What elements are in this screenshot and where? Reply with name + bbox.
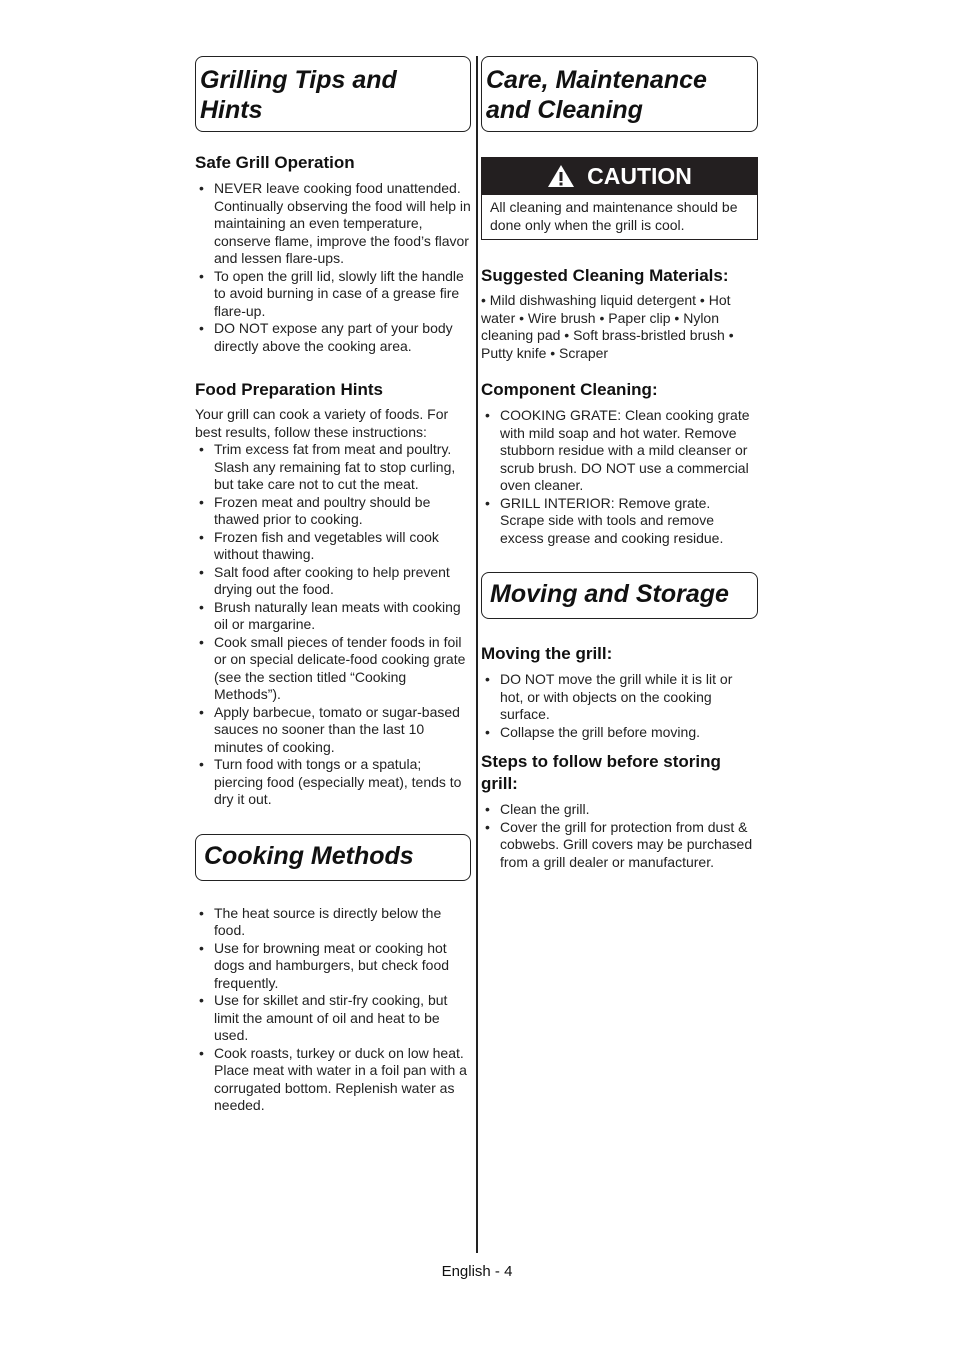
moving-grill-heading: Moving the grill: — [481, 644, 613, 663]
cooking-methods-list — [195, 905, 471, 1115]
list-item: • DO NOT move the grill while it is lit or hot, or with objects on the cooking surface. — [481, 671, 758, 724]
food-prep-intro: Your grill can cook a variety of foods. For best results, follow these instructions: — [195, 406, 449, 440]
page-number: English - 4 — [441, 1263, 513, 1280]
cleaning-materials-heading: Suggested Cleaning Materials: — [481, 266, 729, 285]
caution-label: CAUTION — [587, 162, 692, 189]
list-item: • Turn food with tongs or a spatula; piercing food (especially meat), tends to dry it out. — [195, 756, 471, 809]
right-column — [481, 56, 758, 871]
column-divider — [476, 56, 478, 1253]
component-cleaning-heading: Component Cleaning: — [481, 380, 658, 399]
list-item: • Collapse the grill before moving. — [481, 724, 758, 742]
safe-grill-list — [195, 180, 471, 355]
list-item: • GRILL INTERIOR: Remove grate. Scrape side with tools and remove excess grease and cooking residue. — [481, 495, 758, 548]
component-cleaning-list — [481, 407, 758, 547]
cooking-methods-title: Cooking Methods — [195, 834, 471, 881]
moving-grill-list — [481, 671, 758, 741]
storing-grill-list — [481, 801, 758, 871]
safe-grill-heading: Safe Grill Operation — [195, 153, 355, 172]
left-column — [195, 56, 471, 1115]
list-item: • Brush naturally lean meats with cooking oil or margarine. — [195, 599, 471, 634]
list-item: • The heat source is directly below the food. — [195, 905, 471, 940]
list-item: • DO NOT expose any part of your body directly above the cooking area. — [195, 320, 471, 355]
list-item: • Cook small pieces of tender foods in foil or on special delicate-food cooking grate (see the section titled “Cooking Methods”). — [195, 634, 471, 704]
list-item: • Frozen meat and poultry should be thawed prior to cooking. — [195, 494, 471, 529]
food-prep-heading: Food Preparation Hints — [195, 380, 383, 399]
caution-box — [481, 157, 758, 240]
list-item: • Use for browning meat or cooking hot dogs and hamburgers, but check food frequently. — [195, 940, 471, 993]
list-item: • NEVER leave cooking food unattended. Continually observing the food will help in maintaining an even temperature, conserve flame, improve the food’s flavor and lessen flare-ups. — [195, 180, 471, 268]
cleaning-materials-list: • Mild dishwashing liquid detergent • Hot water • Wire brush • Paper clip • Nylon cleaning pad • Soft brass-bristled brush • Putty knife • Scraper — [481, 292, 734, 361]
list-item: • To open the grill lid, slowly lift the handle to avoid burning in case of a grease fire flare-up. — [195, 268, 471, 321]
list-item: • COOKING GRATE: Clean cooking grate with mild soap and hot water. Remove stubborn residue with a mild cleanser or scrub brush. DO NOT use a commercial oven cleaner. — [481, 407, 758, 495]
list-item: • Frozen fish and vegetables will cook without thawing. — [195, 529, 471, 564]
list-item: • Cook roasts, turkey or duck on low heat. Place meat with water in a foil pan with a corrugated bottom. Replenish water as needed. — [195, 1045, 471, 1115]
list-item: • Apply barbecue, tomato or sugar-based sauces no sooner than the last 10 minutes of cooking. — [195, 704, 471, 757]
food-prep-list — [195, 441, 471, 809]
moving-storage-title: Moving and Storage — [481, 572, 758, 619]
list-item: • Use for skillet and stir-fry cooking, but limit the amount of oil and heat to be used. — [195, 992, 471, 1045]
warning-icon — [547, 164, 575, 188]
storing-grill-heading: Steps to follow before storing grill: — [481, 752, 721, 793]
list-item: • Clean the grill. — [481, 801, 758, 819]
caution-text: All cleaning and maintenance should be done only when the grill is cool. — [481, 195, 758, 240]
list-item: • Trim excess fat from meat and poultry. Slash any remaining fat to stop curling, but take care not to cut the meat. — [195, 441, 471, 494]
list-item: • Cover the grill for protection from dust & cobwebs. Grill covers may be purchased from a grill dealer or manufacturer. — [481, 819, 758, 872]
list-item: • Salt food after cooking to help prevent drying out the food. — [195, 564, 471, 599]
care-maintenance-title: Care, Maintenance and Cleaning — [481, 56, 758, 132]
grilling-tips-title: Grilling Tips and Hints — [195, 56, 471, 132]
caution-header — [481, 157, 758, 195]
page-footer — [0, 1263, 954, 1280]
